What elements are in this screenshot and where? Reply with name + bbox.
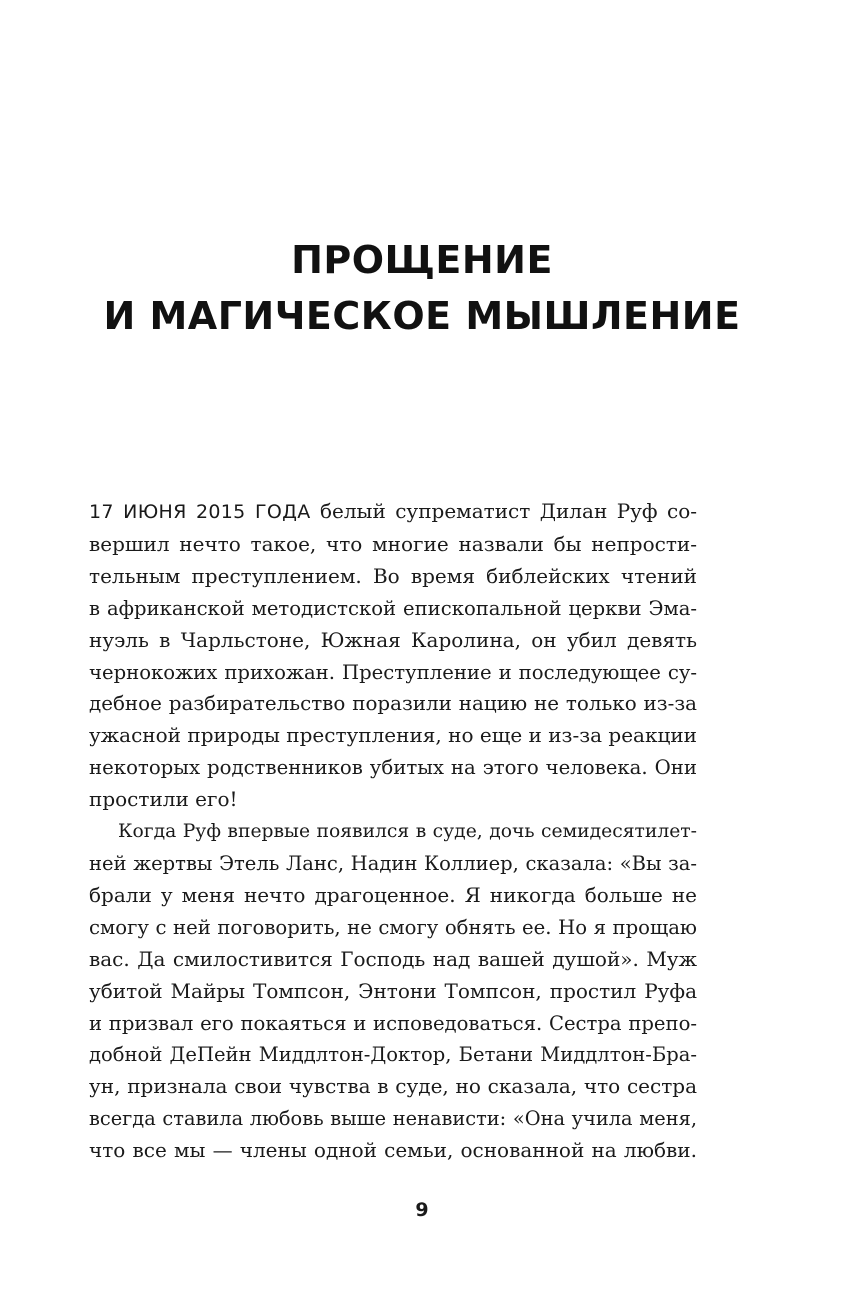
text-line: нуэль в Чарльстоне, Южная Каролина, он убил девять [89,627,697,652]
text-line: чернокожих прихожан. Преступление и последующее су- [89,660,697,684]
text-line: дебное разбирательство поразили нацию не только из-за [89,692,697,716]
text-line: ун, признала свои чувства в суде, но сказала, что сестра [89,1074,697,1099]
text-line: убитой Майры Томпсон, Энтони Томпсон, простил Руфа [89,978,697,1003]
chapter-title-line-2: И МАГИЧЕСКОЕ МЫШЛЕНИЕ [103,294,741,338]
text-line: ужасной природы преступления, но еще и из-за реакции [89,723,697,748]
text-line: вершил нечто такое, что многие назвали бы непрости- [89,531,697,556]
text-line: всегда ставила любовь выше ненависти: «Она учила меня, [89,1107,697,1131]
text-line: тельным преступлением. Во время библейских чтений [89,563,697,588]
paragraph-1 [89,496,697,816]
lead-in-caps: 17 ИЮНЯ 2015 ГОДА [89,501,311,523]
text-line: брали у меня нечто драгоценное. Я никогда больше не [89,882,697,907]
text-line [89,496,697,529]
text-line: ней жертвы Этель Ланс, Надин Коллиер, сказала: «Вы за- [89,851,697,875]
paragraph-2 [89,816,697,1167]
text-line-rest: белый супрематист Дилан Руф со- [310,499,697,523]
text-line: добной ДеПейн Миддлтон-Доктор, Бетани Миддлтон-Бра- [89,1043,697,1067]
text-line: смогу с ней поговорить, не смогу обнять ее. Но я прощаю [89,915,697,939]
text-line: что все мы — члены одной семьи, основанной на любви. [89,1138,697,1163]
text-line: вас. Да смилостивится Господь над вашей душой». Муж [89,946,697,971]
text-line: и призвал его покаяться и исповедоваться. Сестра препо- [89,1011,697,1035]
text-line: некоторых родственников убитых на этого человека. Они [89,756,697,780]
chapter-title [0,232,844,344]
text-line: Когда Руф впервые появился в суде, дочь семидесятилет- [118,821,697,843]
text-line: простили его! [89,787,238,812]
text-line: в африканской методистской епископальной церкви Эма- [89,596,697,620]
body-text [89,496,697,1167]
page-number: 9 [415,1199,429,1221]
chapter-title-line-1: ПРОЩЕНИЕ [291,238,553,282]
